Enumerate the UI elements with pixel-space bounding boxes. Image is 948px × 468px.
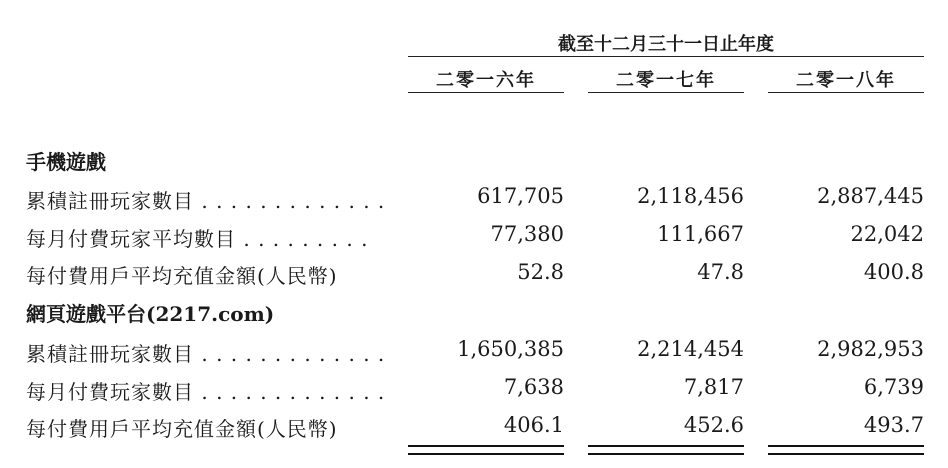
value-cell: 493.7 <box>863 413 924 437</box>
value-cell: 2,214,454 <box>637 337 744 361</box>
row-label: 累積註冊玩家數目 . . . . . . . . . . . . . <box>26 342 386 366</box>
period-header: 截至十二月三十一日止年度 <box>558 34 774 55</box>
value-cell: 52.8 <box>517 260 564 284</box>
row-label: 累積註冊玩家數目 . . . . . . . . . . . . . <box>26 189 386 213</box>
row-label: 每付費用戶平均充值金額(人民幣) <box>26 417 338 441</box>
section-title-mobile-games: 手機遊戲 <box>26 150 106 174</box>
double-rule-2018 <box>768 445 924 455</box>
value-cell: 7,817 <box>683 375 744 399</box>
value-cell: 47.8 <box>697 260 744 284</box>
value-cell: 1,650,385 <box>457 337 564 361</box>
double-rule-2017 <box>588 445 744 455</box>
double-rule-2016 <box>408 445 564 455</box>
value-cell: 452.6 <box>683 413 744 437</box>
value-cell: 7,638 <box>503 375 564 399</box>
value-cell: 6,739 <box>863 375 924 399</box>
year-2016-header: 二零一六年 <box>436 70 536 91</box>
value-cell: 2,887,445 <box>817 184 924 208</box>
value-cell: 2,982,953 <box>817 337 924 361</box>
year-2016-underline <box>408 92 564 93</box>
value-cell: 111,667 <box>657 222 744 246</box>
year-2018-underline <box>768 92 924 93</box>
value-cell: 77,380 <box>490 222 564 246</box>
value-cell: 617,705 <box>477 184 564 208</box>
value-cell: 400.8 <box>863 260 924 284</box>
value-cell: 22,042 <box>850 222 924 246</box>
section-title-web-games: 網頁遊戲平台(2217.com) <box>26 302 275 326</box>
year-2017-underline <box>588 92 744 93</box>
period-underline <box>408 56 924 57</box>
value-cell: 406.1 <box>503 413 564 437</box>
year-2018-header: 二零一八年 <box>796 70 896 91</box>
row-label: 每月付費玩家數目 . . . . . . . . . . . . . <box>26 380 386 404</box>
row-label: 每月付費玩家平均數目 . . . . . . . . . <box>26 227 369 251</box>
year-2017-header: 二零一七年 <box>616 70 716 91</box>
value-cell: 2,118,456 <box>637 184 744 208</box>
row-label: 每付費用戶平均充值金額(人民幣) <box>26 264 338 288</box>
